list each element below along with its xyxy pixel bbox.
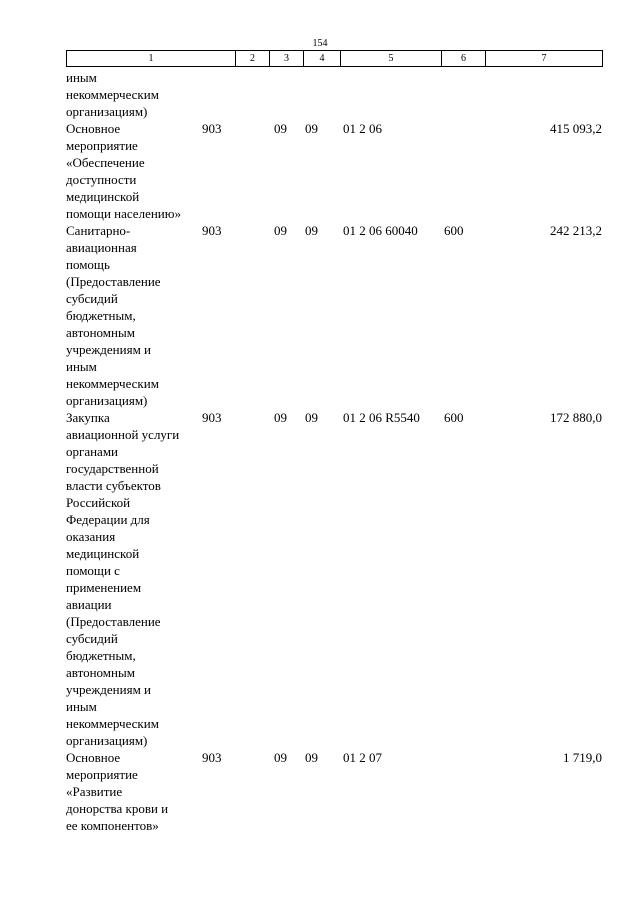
row-admin-code: 903 [202, 121, 222, 136]
row-expense-type: 600 [444, 410, 464, 425]
row-amount: 415 093,2 [550, 121, 602, 136]
row-name: Санитарно- авиационная помощь (Предоставление субсидий бюджетным, автономным учреждениям и иным некоммерческим организациям) [66, 223, 161, 408]
page-number: 154 [312, 38, 328, 49]
column-header-table [66, 50, 603, 67]
column-header-1: 1 [67, 51, 236, 67]
column-header-row [67, 51, 603, 67]
row-admin-code: 903 [202, 223, 222, 238]
row-subsection: 09 [305, 750, 318, 765]
column-header-4: 4 [304, 51, 341, 67]
row-admin-code: 903 [202, 410, 222, 425]
row-section: 09 [274, 121, 287, 136]
budget-table-body [66, 69, 606, 834]
row-target-article: 01 2 07 [343, 750, 382, 765]
table-row [66, 69, 606, 120]
row-expense-type: 600 [444, 223, 464, 238]
row-section: 09 [274, 750, 287, 765]
table-row [66, 120, 606, 222]
row-name: иным некоммерческим организациям) [66, 70, 159, 119]
column-header-7: 7 [486, 51, 603, 67]
table-row [66, 409, 606, 749]
row-name: Закупка авиационной услуги органами государственной власти субъектов Российской Федерации для оказания медицинской помощи с применением авиации (Предоставление субсидий бюджетным, автономным учреждениям и иным некоммерческим организациям) [66, 410, 180, 748]
row-target-article: 01 2 06 60040 [343, 223, 418, 238]
row-target-article: 01 2 06 R5540 [343, 410, 420, 425]
column-header-5: 5 [341, 51, 442, 67]
row-amount: 242 213,2 [550, 223, 602, 238]
row-amount: 1 719,0 [563, 750, 602, 765]
table-row [66, 749, 606, 834]
table-row [66, 222, 606, 409]
row-name: Основное мероприятие «Развитие донорства крови и ее компонентов» [66, 750, 169, 833]
row-admin-code: 903 [202, 750, 222, 765]
row-amount: 172 880,0 [550, 410, 602, 425]
row-target-article: 01 2 06 [343, 121, 382, 136]
row-subsection: 09 [305, 410, 318, 425]
row-name: Основное мероприятие «Обеспечение доступности медицинской помощи населению» [66, 121, 181, 221]
row-subsection: 09 [305, 121, 318, 136]
row-section: 09 [274, 410, 287, 425]
column-header-3: 3 [270, 51, 304, 67]
row-section: 09 [274, 223, 287, 238]
row-subsection: 09 [305, 223, 318, 238]
column-header-2: 2 [236, 51, 270, 67]
column-header-6: 6 [442, 51, 486, 67]
